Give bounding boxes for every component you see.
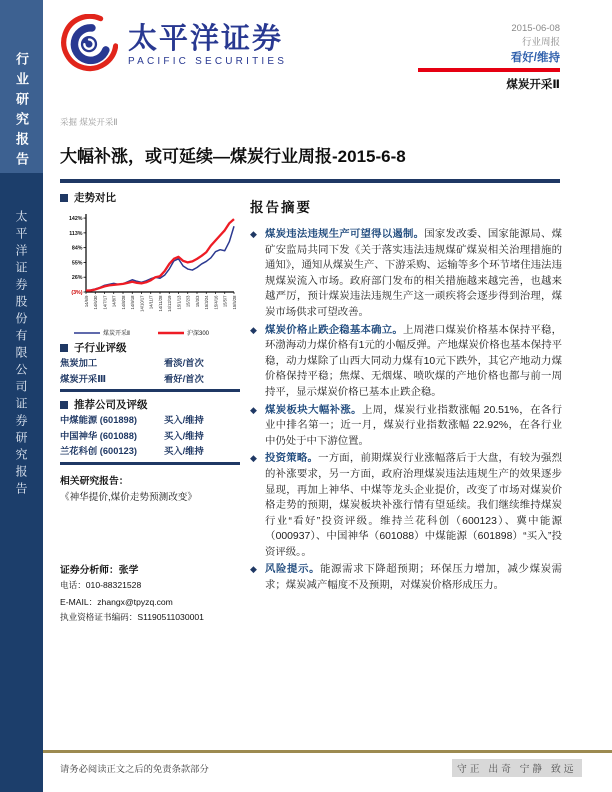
brand-text <box>128 24 287 67</box>
sub-industry-row-name: 焦炭加工 <box>60 358 98 368</box>
svg-text:15/3/24: 15/3/24 <box>204 295 210 310</box>
square-bullet-icon <box>60 344 68 352</box>
svg-text:26%: 26% <box>71 275 83 282</box>
company-row <box>60 429 240 445</box>
svg-text:(3%): (3%) <box>71 289 83 296</box>
report-title: 大幅补涨，或可延续—煤炭行业周报-2015-6-8 <box>60 147 406 166</box>
industry-breadcrumb: 采掘 煤炭开采Ⅱ <box>60 117 118 127</box>
report-type: 行业周报 <box>521 36 560 48</box>
svg-text:55%: 55% <box>71 260 83 267</box>
trend-chart <box>58 206 240 340</box>
summary-bullet-text: 风险提示。能源需求下降超预期；环保压力增加，减少煤炭需求；煤炭减产幅度不及预期，对煤炭价格形成压力。 <box>265 564 563 592</box>
company-row-name: 中煤能源 (601898) <box>60 415 137 425</box>
summary-bullet-text: 投资策略。一方面，前期煤炭行业涨幅落后于大盘，有较为强烈的补涨要求，另一方面，政府治理煤炭违法违规生产的效果逐步显现，再加上神华、中煤等龙头企业提价，改变了市场对煤炭价格走势的预期，煤炭板块补涨行情有望延续。我们继续维持煤炭行业“看好”投资评级。维持兰花科创（600123）、冀中能源（000937）、中国神华（601088）中煤能源（601898）“买入”投资评级。。 <box>265 453 562 558</box>
sub-industry-row-rating: 看好/首次 <box>164 373 204 384</box>
diamond-bullet-icon: ◆ <box>250 324 257 335</box>
summary-bullet <box>250 403 562 450</box>
svg-text:14/11/28: 14/11/28 <box>157 295 163 312</box>
svg-text:14/7/17: 14/7/17 <box>102 295 108 310</box>
left-divider-2 <box>60 462 240 465</box>
title-rule <box>60 179 560 183</box>
diamond-bullet-icon: ◆ <box>250 229 257 239</box>
svg-text:14/10/17: 14/10/17 <box>139 295 145 312</box>
svg-text:14/9/18: 14/9/18 <box>130 295 136 310</box>
industry-name: 煤炭开采Ⅱ <box>506 78 560 91</box>
summary-bullet-text: 煤炭违法违规生产可望得以遏制。国家发改委、国家能源局、煤矿安监局共同下发《关于落实违法违规煤矿煤炭相关治理措施的通知》，通知从煤炭生产、下游采购、运输等多个环节堵住违法违规煤炭流入市场。政府部门发布的相关措施越来越完善，也越来越严厉，预计煤炭违法违规生产这一顽疾将会逐步得到治理，煤炭市场供求可望改善。 <box>265 229 563 318</box>
svg-text:113%: 113% <box>69 230 83 237</box>
summary-bullet-text: 煤炭板块大幅补涨。上周，煤炭行业指数涨幅 20.51%，在各行业中排名第一；近一月，煤炭行业指数涨幅 22.92%，在各行业中仍处于中下游位置。 <box>265 404 562 447</box>
pacific-securities-logo-icon <box>60 14 118 77</box>
sub-industry-rating-list <box>60 356 240 387</box>
diamond-bullet-icon: ◆ <box>250 453 257 464</box>
sidebar-bottom-label: 太平洋证券股份有限公司证券研究报告 <box>14 210 28 499</box>
summary-bullet-lead: 投资策略。 <box>265 453 319 465</box>
svg-text:14/8/28: 14/8/28 <box>120 295 126 310</box>
svg-text:14/12/19: 14/12/19 <box>167 295 173 312</box>
company-row <box>60 413 240 429</box>
summary-bullet <box>250 562 562 593</box>
company-row-rating: 买入/维持 <box>164 415 204 425</box>
company-row-name: 中国神华 (601088) <box>60 430 137 441</box>
summary-bullet-text: 煤炭价格止跌企稳基本确立。上周港口煤炭价格基本保持平稳，环渤海动力煤价格有1元的小幅反弹。产地煤炭价格也基本保持平稳，动力煤除了山西大同动力煤有10元下跌外，其它产地动力煤价格保持平稳；焦煤、无烟煤、喷吹煤的产地价格也都与前一周持平，显示煤炭价格已基本止跌企稳。 <box>265 324 563 398</box>
square-bullet-icon <box>60 401 68 409</box>
svg-text:84%: 84% <box>71 245 83 252</box>
svg-text:14/6/30: 14/6/30 <box>93 295 99 310</box>
svg-text:142%: 142% <box>68 215 83 222</box>
summary-bullet-lead: 煤炭价格止跌企稳基本确立。 <box>265 324 403 336</box>
analyst-email: E-MAIL：zhangx@tpyzq.com <box>60 597 173 607</box>
diamond-bullet-icon: ◆ <box>250 404 257 415</box>
svg-text:14/11/7: 14/11/7 <box>148 295 154 310</box>
svg-text:沪深300: 沪深300 <box>187 331 210 338</box>
company-row-rating: 买入/维持 <box>164 446 204 456</box>
trend-section-header <box>60 190 116 205</box>
summary-bullet <box>250 451 562 560</box>
svg-text:14/6/9: 14/6/9 <box>83 295 89 308</box>
summary-bullet-list <box>250 227 562 594</box>
summary-bullet-lead: 风险提示。 <box>265 564 321 576</box>
related-report-list <box>60 489 245 503</box>
companies-section-label: 推荐公司及评级 <box>74 399 148 411</box>
svg-text:15/5/7: 15/5/7 <box>222 295 228 308</box>
analyst-cert-number: 执业资格证书编码：S1190511030001 <box>60 612 204 622</box>
related-reports-header: 相关研究报告： <box>60 476 129 487</box>
company-row <box>60 444 240 460</box>
svg-text:15/1/13: 15/1/13 <box>176 295 182 310</box>
company-rating-list <box>60 413 240 460</box>
summary-title: 报告摘要 <box>250 200 312 215</box>
sub-industry-row-name: 煤炭开采Ⅲ <box>60 373 106 384</box>
svg-text:煤炭开采Ⅱ: 煤炭开采Ⅱ <box>103 331 130 338</box>
analyst-phone: 电话：010-88321528 <box>60 580 142 590</box>
footer-disclaimer: 请务必阅读正文之后的免责条款部分 <box>60 764 209 774</box>
summary-bullet <box>250 227 562 321</box>
sidebar-bottom-label-wrap <box>0 210 43 499</box>
svg-text:15/5/28: 15/5/28 <box>231 295 237 310</box>
brand-name-en: PACIFIC SECURITIES <box>128 56 288 67</box>
company-row-rating: 买入/维持 <box>164 430 204 441</box>
footer-rule <box>43 750 612 753</box>
square-bullet-icon <box>60 194 68 202</box>
sub-industry-row-rating: 看淡/首次 <box>164 358 204 368</box>
related-report-title: 《神华提价,煤价走势预测改变》 <box>60 492 197 503</box>
svg-text:14/8/7: 14/8/7 <box>111 295 117 308</box>
svg-text:15/2/3: 15/2/3 <box>185 295 191 308</box>
sub-rating-section-header <box>60 340 127 355</box>
trend-section-label: 走势对比 <box>74 192 116 204</box>
footer-motto: 守正 出奇 宁静 致远 <box>452 759 582 777</box>
companies-section-header <box>60 397 148 412</box>
svg-text:15/3/3: 15/3/3 <box>194 295 200 308</box>
company-row-name: 兰花科创 (600123) <box>60 446 137 456</box>
sidebar-top-label-wrap <box>0 52 43 172</box>
sub-industry-row <box>60 372 240 388</box>
svg-text:15/4/16: 15/4/16 <box>213 295 219 310</box>
industry-rating: 看好/维持 <box>510 52 560 64</box>
sidebar-top-label: 行业研究报告 <box>14 52 29 172</box>
summary-bullet-lead: 煤炭违法违规生产可望得以遏制。 <box>265 229 425 240</box>
report-summary <box>250 196 562 596</box>
summary-bullet <box>250 323 562 401</box>
brand-logo <box>60 14 287 77</box>
analyst-name: 证券分析师：张学 <box>60 565 139 576</box>
sub-rating-section-label: 子行业评级 <box>74 342 127 354</box>
sub-industry-row <box>60 356 240 372</box>
header-meta <box>418 22 560 92</box>
brand-name-cn: 太平洋证券 <box>128 23 284 55</box>
left-divider-1 <box>60 389 240 392</box>
summary-bullet-lead: 煤炭板块大幅补涨。 <box>265 404 362 416</box>
red-accent-line <box>418 68 560 72</box>
report-date: 2015-06-08 <box>511 23 560 34</box>
diamond-bullet-icon: ◆ <box>250 564 257 575</box>
